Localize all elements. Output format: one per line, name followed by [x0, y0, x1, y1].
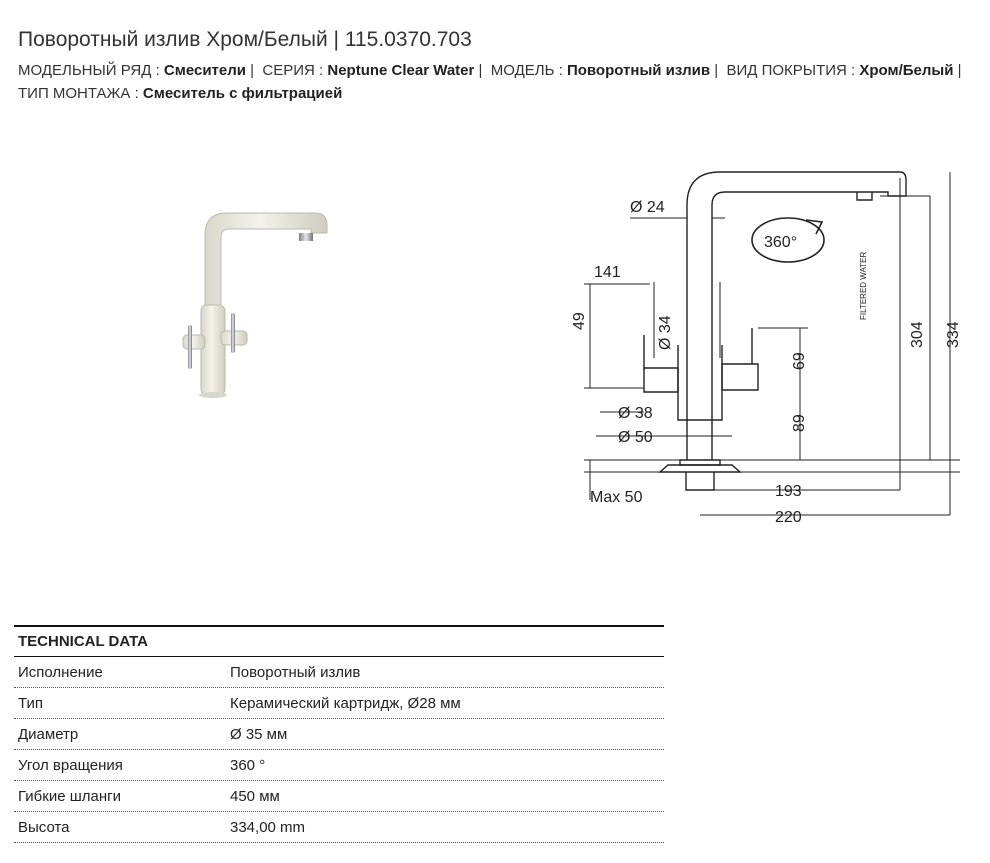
spec-model-value: Поворотный излив — [566, 62, 711, 79]
dim-rotation-360: 360° — [764, 234, 798, 251]
spec-series-value: Смесители — [163, 62, 246, 79]
spec-series-key: МОДЕЛЬНЫЙ РЯД : — [18, 62, 164, 79]
dim-69: 69 — [791, 352, 808, 370]
table-row — [14, 750, 664, 781]
faucet-product-image — [165, 185, 345, 405]
row-label: Угол вращения — [18, 756, 123, 774]
table-row — [14, 657, 664, 688]
row-label: Высота — [18, 818, 70, 836]
row-value: 334,00 mm — [230, 818, 306, 836]
spec-finish-value: Хром/Белый — [859, 62, 954, 79]
dim-diameter-24: Ø 24 — [630, 199, 665, 216]
spec-finish-key: ВИД ПОКРЫТИЯ : — [726, 62, 860, 79]
row-value: 450 мм — [230, 787, 280, 805]
dim-max-50: Max 50 — [590, 489, 643, 506]
spec-mount-key: ТИП МОНТАЖА : — [18, 85, 143, 102]
dim-diameter-34: Ø 34 — [657, 315, 674, 350]
dim-89: 89 — [791, 414, 808, 432]
row-value: Ø 35 мм — [230, 725, 288, 743]
table-row — [14, 812, 664, 843]
row-label: Диаметр — [18, 725, 79, 743]
dim-141: 141 — [594, 264, 621, 281]
product-title: Поворотный излив Хром/Белый | 115.0370.703 — [18, 28, 472, 51]
row-label: Гибкие шланги — [18, 787, 121, 805]
row-value: 360 ° — [230, 756, 266, 774]
dim-193: 193 — [775, 483, 802, 500]
row-label: Тип — [18, 694, 44, 712]
spec-mount-value: Смеситель с фильтрацией — [142, 85, 343, 102]
dim-304: 304 — [909, 321, 926, 348]
dim-diameter-50: Ø 50 — [618, 429, 653, 446]
dim-diameter-38: Ø 38 — [618, 405, 653, 422]
technical-data-table — [14, 625, 664, 843]
row-value: Поворотный излив — [230, 663, 361, 681]
faucet-technical-drawing — [560, 160, 980, 540]
row-value: Керамический картридж, Ø28 мм — [230, 694, 461, 712]
table-row — [14, 781, 664, 812]
spec-collection-value: Neptune Clear Water — [327, 62, 475, 79]
spec-collection-key: СЕРИЯ : — [262, 62, 328, 79]
technical-data-title: TECHNICAL DATA — [14, 625, 664, 657]
row-label: Исполнение — [18, 663, 103, 681]
dimension-lines — [584, 172, 960, 515]
table-row — [14, 688, 664, 719]
spec-model-key: МОДЕЛЬ : — [490, 62, 567, 79]
filtered-water-label: FILTERED WATER — [859, 251, 868, 320]
table-row — [14, 719, 664, 750]
spec-line: МОДЕЛЬНЫЙ РЯД : Смесители | СЕРИЯ : Neptune Clear Water | МОДЕЛЬ : Поворотный излив | ВИД ПОКРЫТИЯ : Хром/Белый | ТИП МОНТАЖА : Смеситель с фильтрацией — [18, 62, 966, 102]
dim-49: 49 — [571, 312, 588, 330]
dim-334: 334 — [945, 321, 962, 348]
dim-220: 220 — [775, 509, 802, 526]
